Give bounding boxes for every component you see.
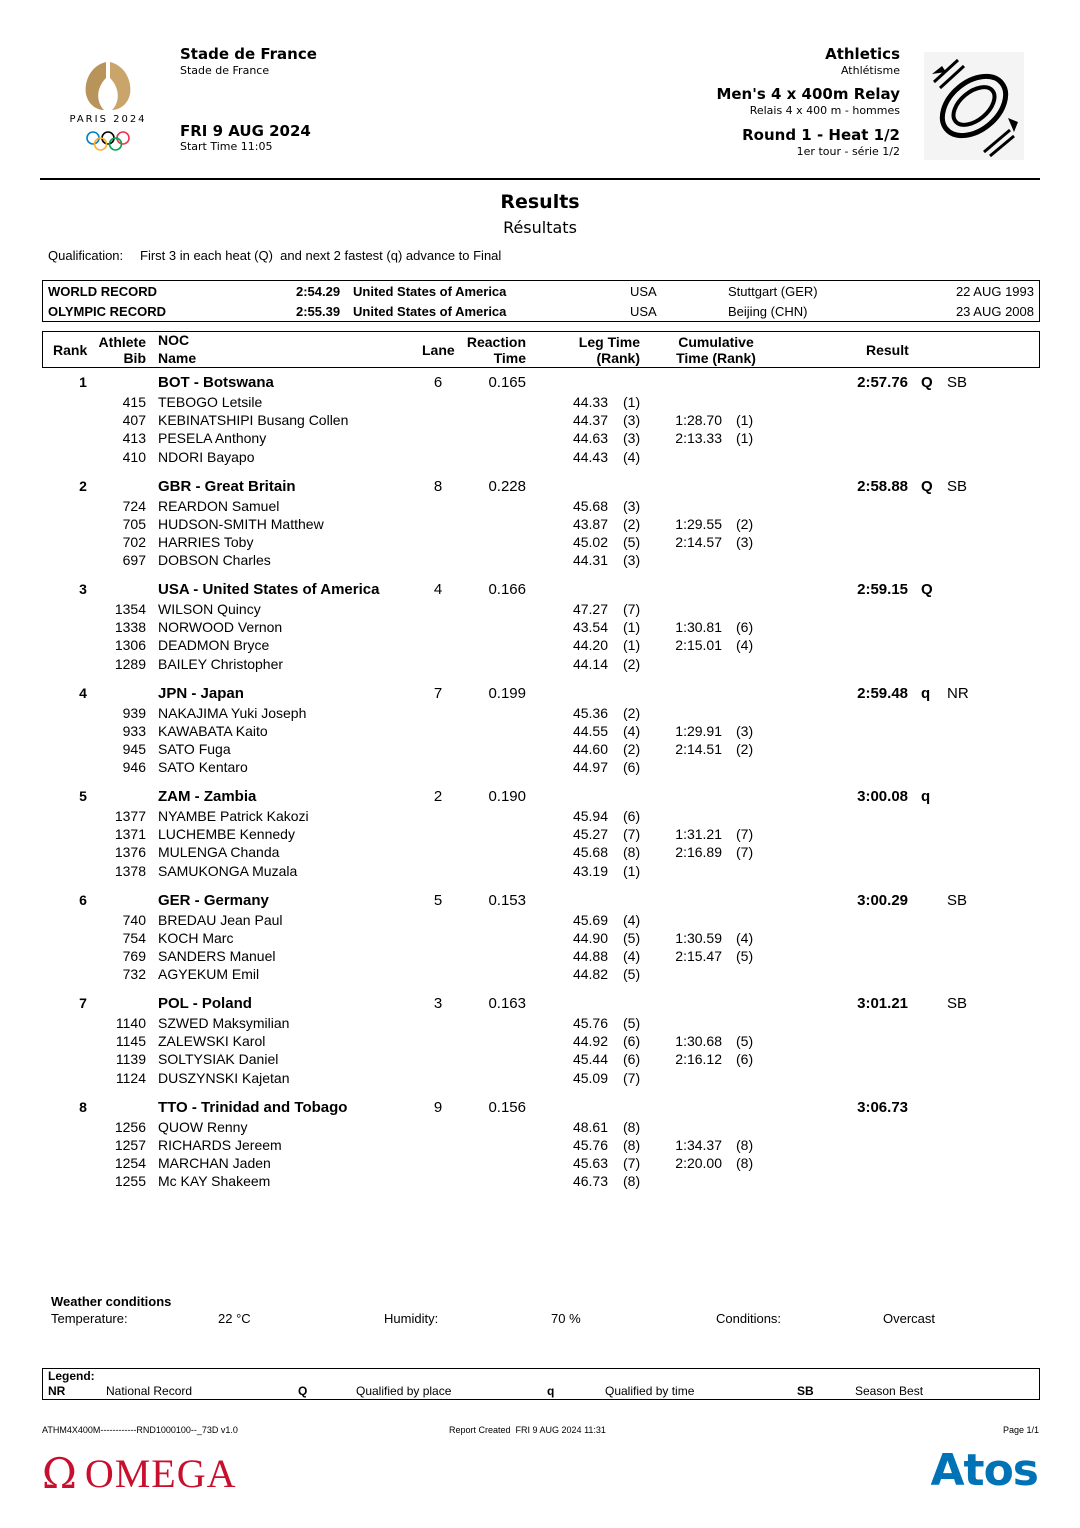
leg-rank: (7)	[623, 1154, 641, 1171]
leg-time: 45.02	[572, 533, 608, 550]
athlete-bib: 1254	[114, 1154, 146, 1171]
athlete-name: NAKAJIMA Yuki Joseph	[158, 704, 307, 721]
temperature-value: 22 °C	[218, 1311, 251, 1326]
round-name: Round 1 - Heat 1/2	[742, 126, 900, 144]
cumulative-rank: (3)	[736, 722, 754, 739]
legend-code-q-time: q	[547, 1384, 555, 1398]
athletics-pictogram-icon	[924, 52, 1024, 160]
legend-code-nr: NR	[48, 1384, 66, 1398]
leg-time: 44.63	[572, 430, 608, 447]
leg-rank: (2)	[623, 655, 641, 672]
team-lane: 5	[433, 891, 443, 909]
qualification-label: Qualification:	[48, 248, 124, 263]
team-reaction: 0.228	[488, 477, 526, 495]
team-record-note: SB	[947, 374, 968, 391]
event-date: FRI 9 AUG 2024	[180, 122, 311, 140]
athlete-bib: 697	[122, 552, 146, 569]
athlete-name: PESELA Anthony	[158, 430, 267, 447]
legend-code-sb: SB	[797, 1384, 814, 1398]
cumulative-time: 1:30.81	[675, 619, 722, 636]
conditions-label: Conditions:	[716, 1311, 782, 1326]
athlete-bib: 939	[122, 704, 146, 721]
leg-rank: (5)	[623, 533, 641, 550]
leg-rank: (6)	[623, 808, 641, 824]
leg-rank: (7)	[623, 1069, 641, 1086]
athlete-bib: 732	[122, 966, 146, 983]
team-result: 2:59.48	[857, 684, 908, 702]
report-code: ATHM4X400M------------RND1000100--_73D v1.0	[42, 1425, 238, 1435]
team-lane: 9	[433, 1098, 443, 1116]
cumulative-time: 2:20.00	[675, 1154, 722, 1171]
athlete-name: QUOW Renny	[158, 1118, 248, 1135]
athlete-name: DUSZYNSKI Kajetan	[158, 1069, 290, 1086]
cumulative-rank: (6)	[736, 1051, 754, 1068]
team-reaction: 0.163	[488, 995, 526, 1012]
leg-rank: (2)	[623, 515, 641, 532]
team-result: 2:58.88	[857, 477, 908, 495]
cumulative-time: 2:16.12	[675, 1051, 722, 1068]
report-created: Report Created FRI 9 AUG 2024 11:31	[449, 1425, 606, 1435]
leg-time: 44.60	[572, 740, 608, 757]
team-rank: 5	[79, 788, 87, 804]
col-rank: Rank	[53, 342, 88, 358]
leg-time: 45.76	[572, 1015, 608, 1031]
leg-rank: (3)	[623, 430, 641, 447]
athlete-name: HUDSON-SMITH Matthew	[158, 515, 324, 532]
team-reaction: 0.166	[488, 581, 526, 598]
athlete-name: Mc KAY Shakeem	[158, 1173, 271, 1190]
legend-title: Legend:	[48, 1369, 95, 1383]
athlete-bib: 740	[122, 911, 146, 928]
record-label: WORLD RECORD	[48, 284, 158, 299]
col-reaction-2: Time	[493, 350, 526, 366]
record-time: 2:55.39	[296, 304, 341, 319]
col-cumulative-2: Time (Rank)	[676, 350, 756, 366]
leg-time: 44.88	[572, 947, 608, 964]
athlete-name: LUCHEMBE Kennedy	[158, 826, 295, 843]
team-result: 3:00.08	[857, 788, 908, 805]
event-name: Men's 4 x 400m Relay	[716, 85, 900, 103]
record-place: Beijing (CHN)	[728, 304, 808, 319]
cumulative-rank: (7)	[736, 844, 754, 861]
cumulative-rank: (7)	[736, 826, 754, 843]
athlete-name: SATO Kentaro	[158, 759, 248, 776]
athlete-bib: 1306	[114, 637, 146, 654]
records-box	[42, 280, 1040, 322]
cumulative-time: 2:15.01	[675, 637, 722, 654]
team-result: 2:57.76	[857, 374, 908, 391]
weather-title: Weather conditions	[51, 1294, 172, 1309]
record-date: 22 AUG 1993	[955, 284, 1034, 299]
team-record-note: SB	[947, 477, 968, 495]
leg-rank: (8)	[623, 1118, 641, 1135]
page-title-fr: Résultats	[503, 218, 577, 237]
team-result: 3:00.29	[857, 891, 908, 909]
team-rank: 3	[79, 581, 87, 597]
cumulative-time: 1:30.68	[675, 1033, 722, 1050]
omega-symbol-icon: Ω	[42, 1449, 77, 1498]
record-label: OLYMPIC RECORD	[48, 304, 166, 319]
team-rank: 1	[79, 374, 87, 390]
athlete-name: BREDAU Jean Paul	[158, 911, 283, 928]
leg-rank: (7)	[623, 826, 641, 843]
team-lane: 7	[433, 684, 443, 702]
team-rank: 2	[79, 477, 87, 494]
team-name: ZAM - Zambia	[158, 788, 257, 805]
event-name-fr: Relais 4 x 400 m - hommes	[749, 104, 900, 117]
athlete-bib: 1377	[114, 808, 146, 824]
atos-logo: Atos	[930, 1445, 1038, 1496]
athlete-name: ZALEWSKI Karol	[158, 1033, 266, 1050]
athlete-bib: 945	[122, 740, 146, 757]
athlete-bib: 702	[122, 533, 146, 550]
athlete-bib: 1140	[115, 1015, 146, 1031]
athlete-name: BAILEY Christopher	[158, 655, 284, 672]
athlete-bib: 1257	[114, 1136, 146, 1153]
col-leg-1: Leg Time	[578, 334, 640, 350]
sport-name: Athletics	[825, 45, 900, 63]
team-result: 3:06.73	[857, 1098, 908, 1116]
athlete-name: NDORI Bayapo	[158, 448, 255, 465]
col-leg-2: (Rank)	[596, 350, 640, 366]
athlete-bib: 410	[122, 448, 146, 465]
team-rank: 8	[79, 1098, 87, 1115]
team-reaction: 0.190	[488, 788, 526, 805]
team-qualification: q	[921, 788, 931, 805]
team-reaction: 0.156	[488, 1098, 526, 1116]
col-noc-1: NOC	[158, 332, 190, 348]
cumulative-rank: (1)	[736, 412, 754, 429]
athlete-name: DEADMON Bryce	[158, 637, 270, 654]
athlete-name: KEBINATSHIPI Busang Collen	[158, 412, 349, 429]
record-place: Stuttgart (GER)	[728, 284, 818, 299]
cumulative-rank: (2)	[736, 740, 754, 757]
conditions-value: Overcast	[883, 1311, 936, 1326]
cumulative-time: 2:14.51	[675, 740, 722, 757]
athlete-name: TEBOGO Letsile	[158, 394, 263, 410]
legend-code-q-place: Q	[298, 1384, 308, 1398]
round-name-fr: 1er tour - série 1/2	[796, 145, 900, 158]
cumulative-time: 2:16.89	[675, 844, 722, 861]
leg-rank: (8)	[623, 1173, 641, 1190]
leg-time: 45.68	[572, 497, 608, 514]
legend-desc-sb: Season Best	[855, 1384, 924, 1398]
team-name: GBR - Great Britain	[158, 477, 296, 495]
athlete-name: SATO Fuga	[158, 740, 231, 757]
qualification-text: First 3 in each heat (Q) and next 2 fastest (q) advance to Final	[140, 248, 502, 263]
team-name: BOT - Botswana	[158, 374, 274, 391]
athlete-bib: 407	[122, 412, 146, 429]
athlete-bib: 1338	[114, 619, 146, 636]
leg-time: 44.14	[572, 655, 608, 672]
team-rank: 6	[79, 891, 87, 908]
athlete-bib: 724	[122, 497, 146, 514]
athlete-bib: 1378	[114, 862, 146, 879]
omega-logo	[42, 1449, 237, 1498]
athlete-bib: 1376	[114, 844, 146, 861]
athlete-name: KOCH Marc	[158, 929, 234, 946]
leg-rank: (5)	[623, 966, 641, 983]
cumulative-rank: (4)	[736, 637, 754, 654]
leg-time: 45.63	[572, 1154, 608, 1171]
leg-time: 44.31	[572, 552, 608, 569]
team-name: POL - Poland	[158, 995, 252, 1012]
leg-time: 45.36	[572, 704, 608, 721]
cumulative-time: 2:13.33	[675, 430, 722, 447]
leg-time: 45.27	[572, 826, 608, 843]
athlete-bib: 1255	[114, 1173, 146, 1190]
leg-time: 44.90	[572, 929, 608, 946]
leg-time: 43.19	[572, 862, 608, 879]
leg-time: 44.43	[572, 448, 608, 465]
legend-desc-q-time: Qualified by time	[605, 1384, 695, 1398]
col-bib-1: Athlete	[98, 334, 146, 350]
record-noc: USA	[630, 284, 657, 299]
team-lane: 6	[433, 374, 443, 391]
athlete-name: REARDON Samuel	[158, 497, 280, 514]
cumulative-rank: (8)	[736, 1154, 754, 1171]
athlete-name: NORWOOD Vernon	[158, 619, 283, 636]
leg-rank: (8)	[623, 1136, 641, 1153]
page-title: Results	[500, 191, 580, 213]
col-bib-2: Bib	[123, 350, 146, 366]
athlete-name: MARCHAN Jaden	[158, 1154, 271, 1171]
cumulative-rank: (5)	[736, 1033, 754, 1050]
sport-name-fr: Athlétisme	[840, 64, 900, 77]
leg-rank: (4)	[623, 947, 641, 964]
athlete-name: NYAMBE Patrick Kakozi	[158, 808, 309, 824]
cumulative-time: 1:31.21	[675, 826, 722, 843]
team-result: 3:01.21	[857, 995, 908, 1012]
athlete-name: WILSON Quincy	[158, 601, 261, 617]
team-reaction: 0.199	[488, 684, 526, 702]
athlete-bib: 415	[122, 394, 146, 410]
team-record-note: NR	[947, 684, 969, 702]
leg-time: 45.09	[572, 1069, 608, 1086]
athlete-bib: 1145	[115, 1033, 146, 1050]
athlete-bib: 1371	[114, 826, 146, 843]
temperature-label: Temperature:	[51, 1311, 128, 1326]
athlete-name: SZWED Maksymilian	[158, 1015, 290, 1031]
athlete-name: DOBSON Charles	[158, 552, 271, 569]
team-rank: 7	[79, 995, 87, 1011]
team-rank: 4	[79, 684, 87, 701]
leg-time: 44.55	[572, 722, 608, 739]
humidity-value: 70 %	[551, 1311, 581, 1326]
athlete-bib: 413	[122, 430, 146, 447]
venue-name: Stade de France	[180, 45, 317, 63]
leg-rank: (1)	[623, 862, 641, 879]
leg-time: 46.73	[572, 1173, 608, 1190]
athlete-bib: 1139	[115, 1051, 146, 1068]
athlete-bib: 1354	[114, 601, 146, 617]
leg-rank: (5)	[623, 1015, 641, 1031]
athlete-name: MULENGA Chanda	[158, 844, 280, 861]
legend-desc-nr: National Record	[106, 1384, 193, 1398]
legend-desc-q-place: Qualified by place	[356, 1384, 452, 1398]
team-name: GER - Germany	[158, 891, 269, 909]
cumulative-time: 1:30.59	[675, 929, 722, 946]
olympic-rings-icon	[84, 130, 132, 152]
athlete-bib: 933	[122, 722, 146, 739]
cumulative-rank: (2)	[736, 515, 754, 532]
cumulative-rank: (4)	[736, 929, 754, 946]
leg-time: 45.44	[572, 1051, 608, 1068]
team-qualification: Q	[921, 477, 933, 495]
team-qualification: Q	[921, 374, 933, 391]
leg-rank: (6)	[623, 1033, 641, 1050]
record-noc: USA	[630, 304, 657, 319]
col-noc-2: Name	[158, 350, 197, 366]
leg-rank: (4)	[623, 911, 641, 928]
leg-rank: (5)	[623, 929, 641, 946]
leg-rank: (6)	[623, 759, 641, 776]
omega-wordmark: OMEGA	[84, 1451, 237, 1496]
leg-time: 45.76	[572, 1136, 608, 1153]
leg-rank: (3)	[623, 412, 641, 429]
athlete-bib: 754	[122, 929, 146, 946]
cumulative-time: 1:34.37	[675, 1136, 722, 1153]
record-time: 2:54.29	[296, 284, 341, 299]
leg-time: 45.94	[572, 808, 608, 824]
team-reaction: 0.165	[488, 374, 526, 391]
leg-time: 44.20	[572, 637, 608, 654]
leg-rank: (6)	[623, 1051, 641, 1068]
cumulative-time: 1:28.70	[675, 412, 722, 429]
team-record-note: SB	[947, 891, 968, 909]
leg-time: 43.54	[572, 619, 608, 636]
col-reaction-1: Reaction	[466, 334, 526, 350]
leg-time: 44.97	[572, 759, 608, 776]
header-divider	[40, 178, 1040, 180]
leg-rank: (2)	[623, 704, 641, 721]
team-name: USA - United States of America	[158, 581, 380, 598]
leg-time: 44.37	[572, 412, 608, 429]
leg-rank: (7)	[623, 601, 641, 617]
leg-rank: (4)	[623, 448, 641, 465]
col-lane: Lane	[422, 342, 455, 358]
team-result: 2:59.15	[857, 581, 908, 598]
col-cumulative-1: Cumulative	[678, 334, 754, 350]
cumulative-time: 2:15.47	[675, 947, 722, 964]
page-number: Page 1/1	[1002, 1425, 1039, 1435]
athlete-name: AGYEKUM Emil	[158, 966, 260, 983]
cumulative-rank: (8)	[736, 1136, 754, 1153]
cumulative-time: 1:29.55	[675, 515, 722, 532]
team-qualification: Q	[921, 581, 933, 598]
start-time: Start Time 11:05	[180, 140, 273, 153]
leg-rank: (1)	[623, 394, 641, 410]
paris-2024-wordmark: PARIS 2024	[69, 114, 147, 125]
cumulative-rank: (5)	[736, 947, 754, 964]
team-lane: 4	[433, 581, 443, 598]
leg-time: 48.61	[572, 1118, 608, 1135]
team-qualification: q	[921, 684, 931, 702]
leg-rank: (4)	[623, 722, 641, 739]
cumulative-time: 1:29.91	[675, 722, 722, 739]
cumulative-rank: (3)	[736, 533, 754, 550]
athlete-name: SANDERS Manuel	[158, 947, 276, 964]
athlete-bib: 705	[122, 515, 146, 532]
team-name: TTO - Trinidad and Tobago	[158, 1098, 348, 1116]
athlete-name: HARRIES Toby	[158, 533, 254, 550]
team-lane: 8	[433, 477, 443, 495]
athlete-name: SAMUKONGA Muzala	[158, 862, 298, 879]
humidity-label: Humidity:	[384, 1311, 439, 1326]
record-date: 23 AUG 2008	[955, 304, 1034, 319]
leg-rank: (1)	[623, 637, 641, 654]
record-team: United States of America	[353, 284, 507, 299]
leg-time: 45.69	[572, 911, 608, 928]
leg-time: 43.87	[572, 515, 608, 532]
team-lane: 2	[433, 788, 443, 805]
athlete-bib: 946	[122, 759, 146, 776]
leg-rank: (2)	[623, 740, 641, 757]
athlete-bib: 1289	[114, 655, 146, 672]
leg-time: 45.68	[572, 844, 608, 861]
athlete-name: KAWABATA Kaito	[158, 722, 268, 739]
team-lane: 3	[433, 995, 443, 1012]
athlete-name: SOLTYSIAK Daniel	[158, 1051, 279, 1068]
leg-rank: (3)	[623, 552, 641, 569]
athlete-bib: 1256	[114, 1118, 146, 1135]
athlete-bib: 769	[122, 947, 146, 964]
cumulative-rank: (6)	[736, 619, 754, 636]
leg-time: 44.33	[572, 394, 608, 410]
cumulative-time: 2:14.57	[675, 533, 722, 550]
leg-rank: (8)	[623, 844, 641, 861]
team-name: JPN - Japan	[158, 684, 244, 702]
venue-name-fr: Stade de France	[180, 64, 270, 77]
leg-time: 44.82	[572, 966, 608, 983]
leg-time: 44.92	[572, 1033, 608, 1050]
leg-time: 47.27	[572, 601, 608, 617]
team-record-note: SB	[947, 995, 968, 1012]
athlete-name: RICHARDS Jereem	[158, 1136, 282, 1153]
col-result: Result	[866, 342, 909, 358]
cumulative-rank: (1)	[736, 430, 754, 447]
leg-rank: (1)	[623, 619, 641, 636]
team-reaction: 0.153	[488, 891, 526, 909]
leg-rank: (3)	[623, 497, 641, 514]
record-team: United States of America	[353, 304, 507, 319]
athlete-bib: 1124	[115, 1069, 146, 1086]
